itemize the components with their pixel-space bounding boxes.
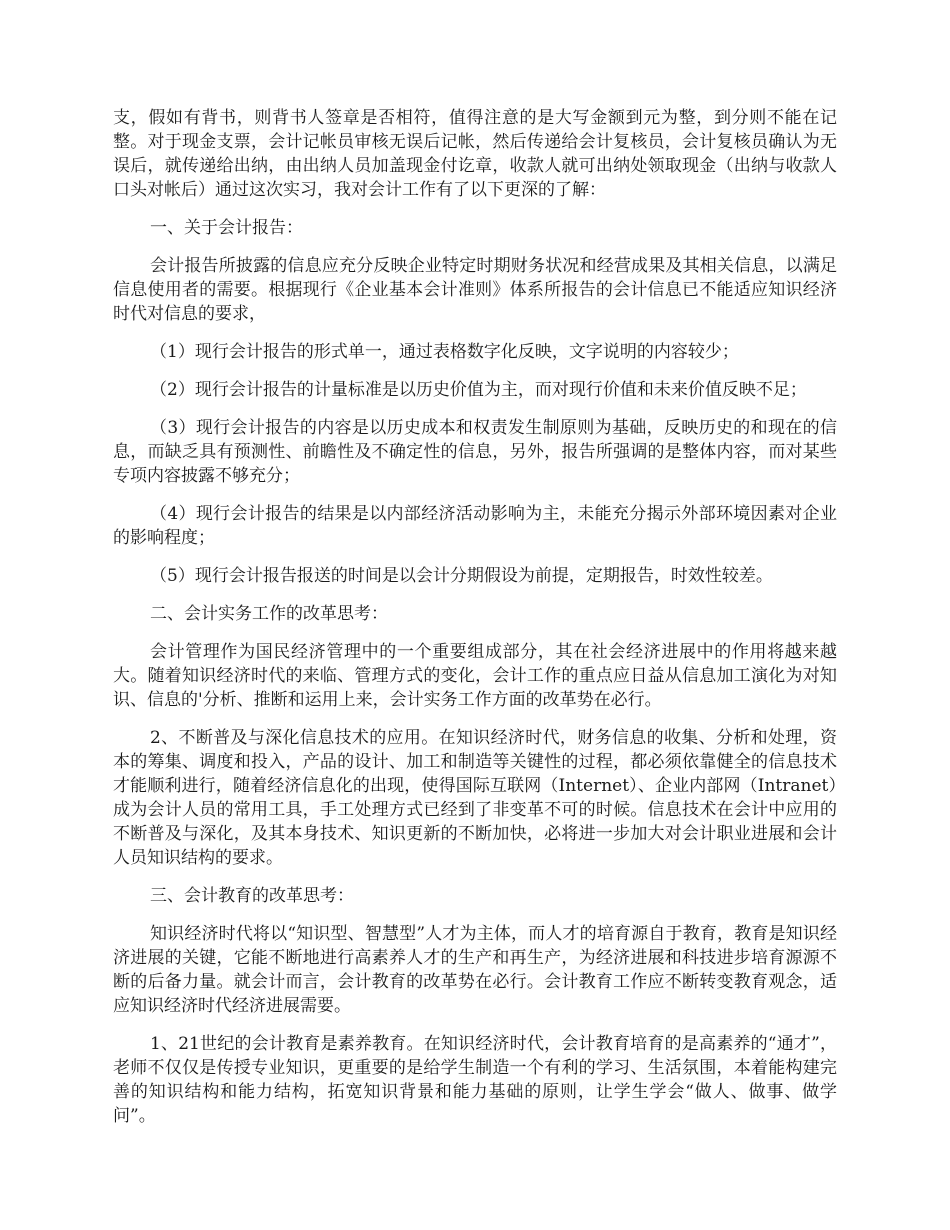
list-item-4: （4）现行会计报告的结果是以内部经济活动影响为主，未能充分揭示外部环境因素对企业的影响程度； [113,504,837,548]
paragraph-report-overview: 会计报告所披露的信息应充分反映企业特定时期财务状况和经营成果及其相关信息，以满足信息使用者的需要。根据现行《企业基本会计准则》体系所报告的会计信息已不能适应知识经济时代对信息的要求， [113,256,837,324]
list-item-2: （2）现行会计报告的计量标准是以历史价值为主，而对现行价值和未来价值反映不足； [150,380,807,400]
section-heading-2: 二、会计实务工作的改革思考： [150,604,388,624]
paragraph-quality-education: 1、21世纪的会计教育是素养教育。在知识经济时代，会计教育培育的是高素养的“通才”，老师不仅仅是传授专业知识，更重要的是给学生制造一个有利的学习、生活氛围，本着能构建完善的知识结构和能力结构，拓宽知识背景和能力基础的原则，让学生学会“做人、做事、做学问”。 [113,1034,837,1126]
paragraph-information-technology: 2、不断普及与深化信息技术的应用。在知识经济时代，财务信息的收集、分析和处理，资本的筹集、调度和投入，产品的设计、加工和制造等关键性的过程，都必须依靠健全的信息技术才能顺利进行，随着经济信息化的出现，使得国际互联网（Internet）、企业内部网（Intranet）成为会计人员的常用工具，手工处理方式已经到了非变革不可的时候。信息技术在会计中应用的不断普及与深化，及其本身技术、知识更新的不断加快，必将进一步加大对会计职业进展和会计人员知识结构的要求。 [113,728,837,868]
list-item-5: （5）现行会计报告报送的时间是以会计分期假设为前提，定期报告，时效性较差。 [150,566,773,586]
section-heading-3: 三、会计教育的改革思考： [150,886,354,906]
paragraph-education-reform: 知识经济时代将以“知识型、智慧型”人才为主体，而人才的培育源自于教育，教育是知识经济进展的关键，它能不断地进行高素养人才的生产和再生产，为经济进展和科技进步培育源源不断的后备力量。就会计而言，会计教育的改革势在必行。会计教育工作应不断转变教育观念，适应知识经济时代经济进展需要。 [113,924,837,1016]
document-page [113,106,837,1142]
list-item-1: （1）现行会计报告的形式单一，通过表格数字化反映，文字说明的内容较少； [150,342,739,362]
list-item-3: （3）现行会计报告的内容是以历史成本和权责发生制原则为基础，反映历史的和现在的信息，而缺乏具有预测性、前瞻性及不确定性的信息，另外，报告所强调的是整体内容，而对某些专项内容披露不够充分； [113,418,837,486]
section-heading-1: 一、关于会计报告： [150,218,303,238]
paragraph-practice-reform: 会计管理作为国民经济管理中的一个重要组成部分，其在社会经济进展中的作用将越来越大。随着知识经济时代的来临、管理方式的变化，会计工作的重点应日益从信息加工演化为对知识、信息的'分析、推断和运用上来，会计实务工作方面的改革势在必行。 [113,642,837,710]
paragraph-intro: 支，假如有背书，则背书人签章是否相符，值得注意的是大写金额到元为整，到分则不能在记整。对于现金支票，会计记帐员审核无误后记帐，然后传递给会计复核员，会计复核员确认为无误后，就传递给出纳，由出纳人员加盖现金付讫章，收款人就可出纳处领取现金（出纳与收款人口头对帐后）通过这次实习，我对会计工作有了以下更深的了解： [113,108,837,200]
